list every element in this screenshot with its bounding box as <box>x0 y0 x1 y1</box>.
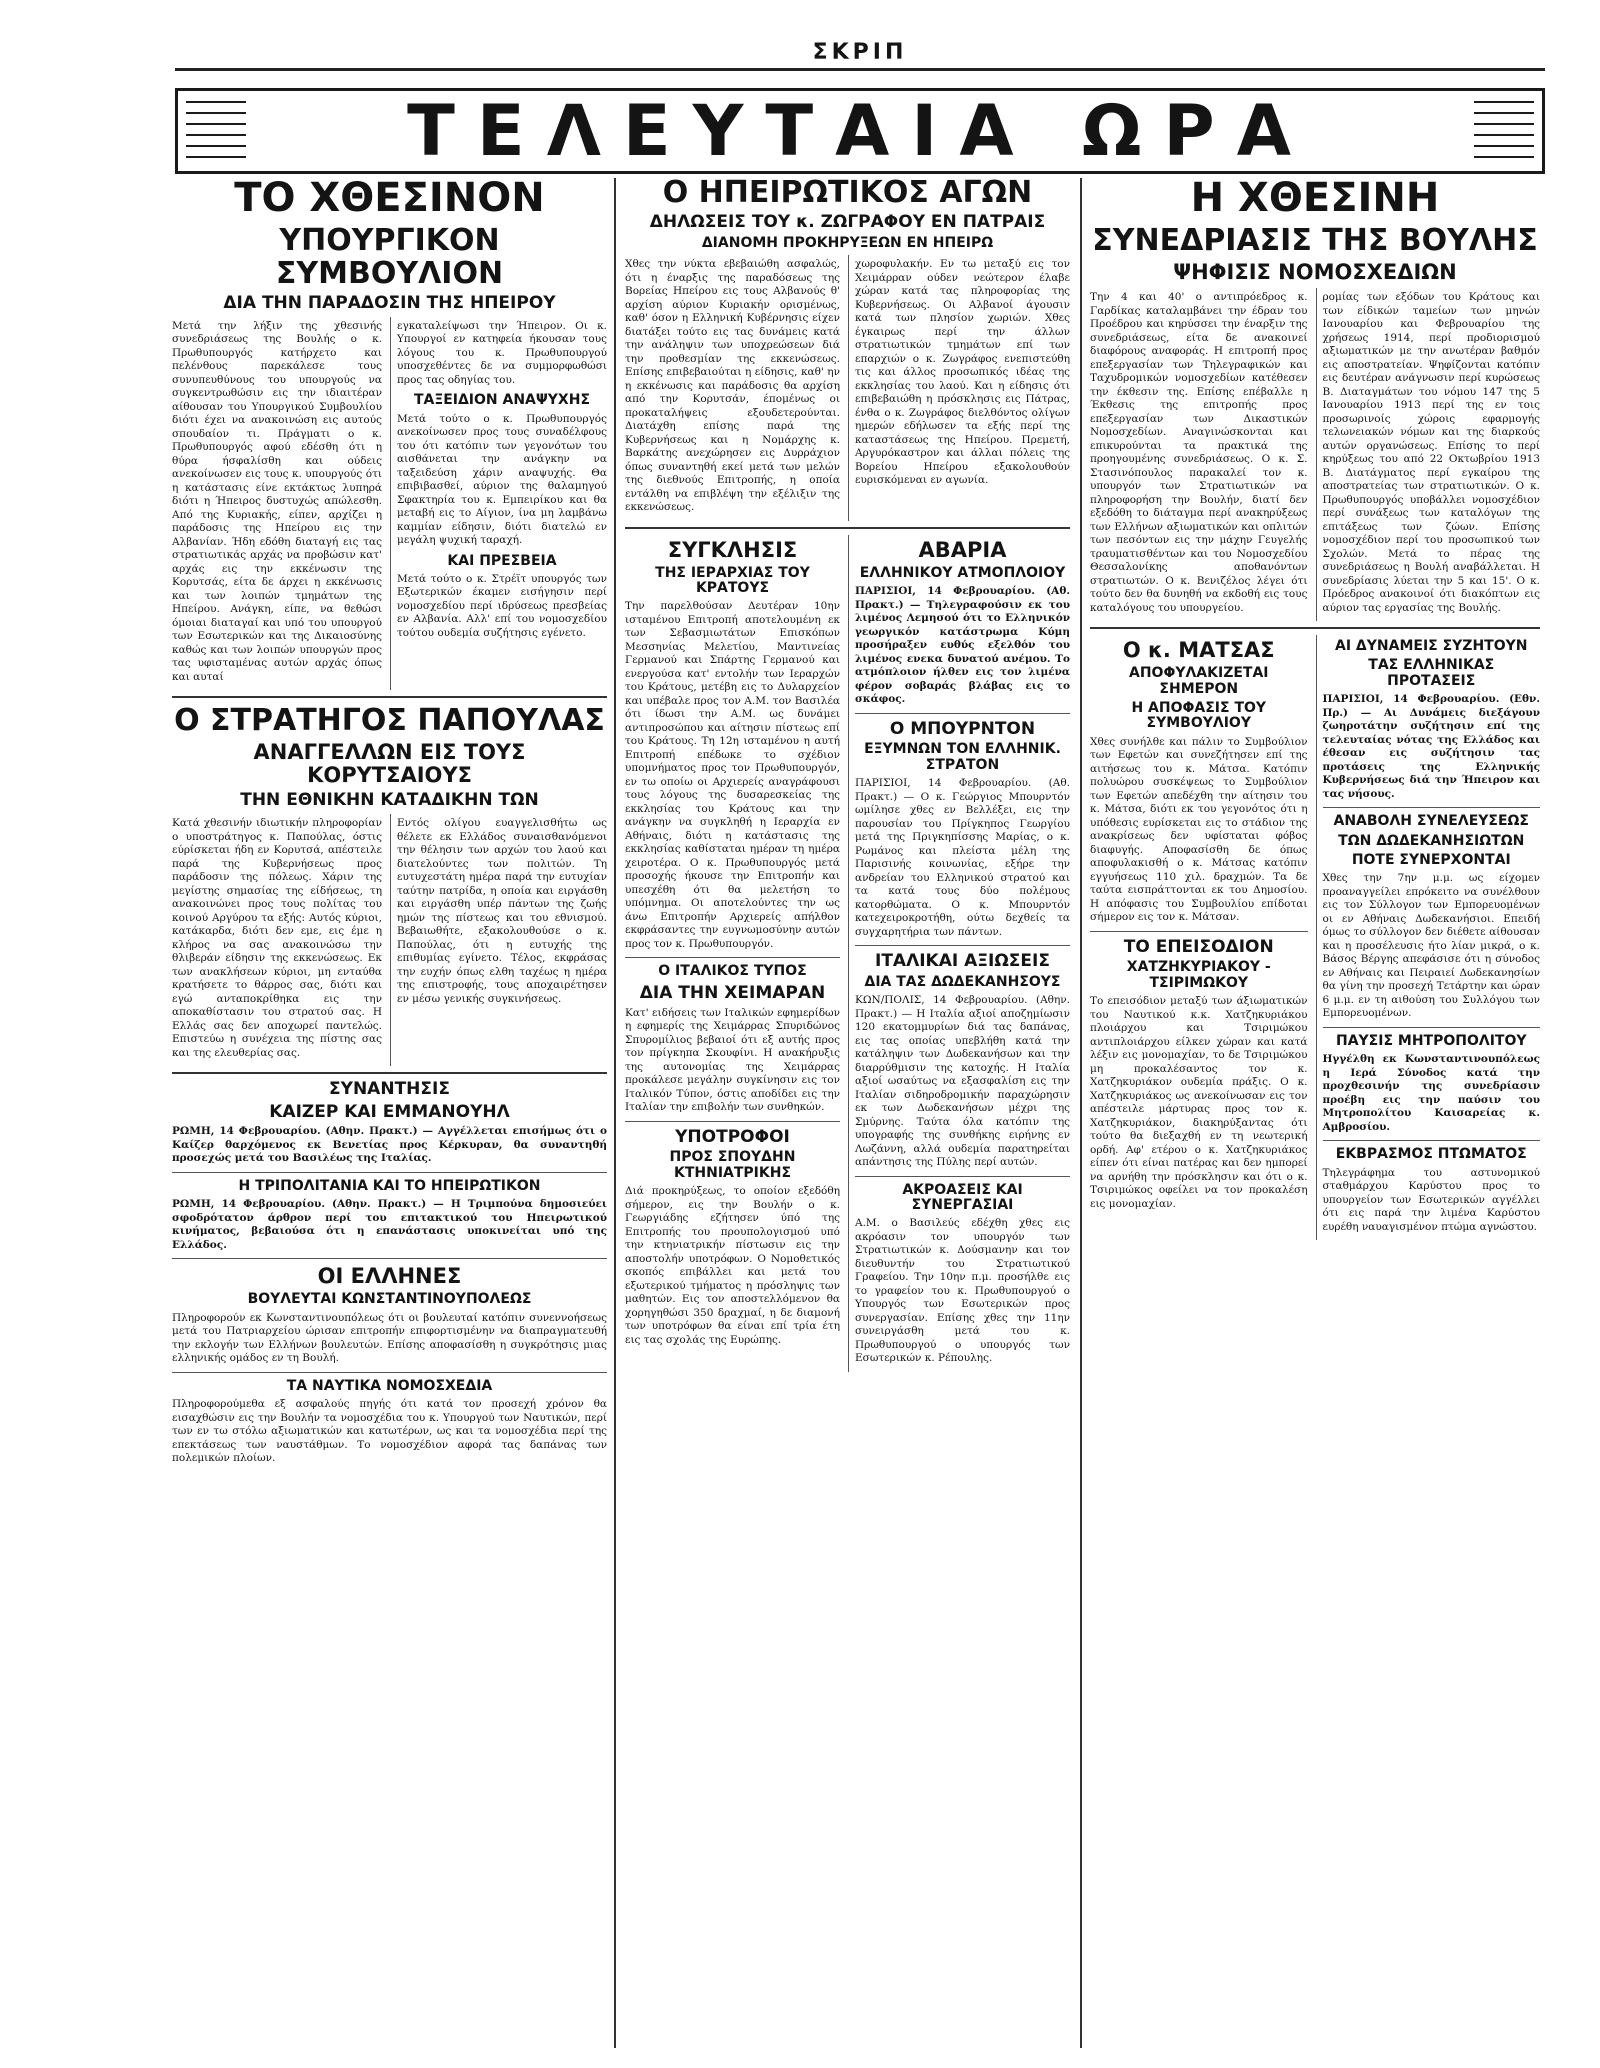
masthead <box>175 40 1545 170</box>
masthead-rule <box>175 68 1545 71</box>
article-kaiser-meeting <box>172 1080 607 1466</box>
headline: ΣΥΓΚΛΗΣΙΣ <box>667 537 798 562</box>
article-powers-discuss <box>1323 639 1541 1234</box>
headline: ΤΑ ΝΑΥΤΙΚΑ ΝΟΜΟΣΧΕΔΙΑ <box>286 1377 493 1394</box>
headline: ΤΟ ΕΠΕΙΣΟΔΙΟΝ <box>1123 936 1274 957</box>
headline: ΥΠΟΤΡΟΦΟΙ <box>675 1126 790 1147</box>
subheadline: ΠΟΤΕ ΣΥΝΕΡΧΟΝΤΑΙ <box>1351 852 1511 869</box>
headline: ΟΙ ΕΛΛΗΝΕΣ <box>317 1264 462 1289</box>
headline: ΠΑΥΣΙΣ ΜΗΤΡΟΠΟΛΙΤΟΥ <box>1335 1032 1527 1049</box>
article-body: Διά προκηρύξεως, το οποίον εξεδόθη σήμερον, εις την Βουλήν ο κ. Γεωργιάδης εζήτησεν ύπό της Επιτροπής του προυπολογισμού υπό την κτηνιατρικήν πίστωσιν εις την αποστολήν υποτρόφων. Ο Νομοθετικός σκοπός επιβάλλει και μετά του εξωτερικού τμήματος η πρόσληψις των μαθητών. Εις τον αποστελλόμενον θα χορηγηθώσι 350 δραχμαί, η δε διαμονή των υποτρόφων θα είναι επί τρία έτη εις τας σχολάς της Ευρώπης. <box>625 1185 840 1346</box>
article-body: Χθες την νύκτα εβεβαιώθη ασφαλώς, ότι η έναρξις της παραδόσεως της Βορείας Ηπείρου εις τους Αλβανούς θ' αρχίση αύριον Κυριακήν ορισμένως, καθ' όσον η Ελληνική Κυβέρνησις είχεν διατάξει τούτο εις τας δυνάμεις κατά την ανάληψιν των υποχρεώσεων διά την προθεσμίαν της εκκενώσεως. Επίσης επιβεβαιούται η είδησις, καθ' ην η εκκένωσις και παράδοσις θα αρχίση από την Κορυτσάν, έπομένως οι προκαταλήψεις εξουδετερούνται. Διατάχθη επίσης παρά της Κυβερνήσεως και η Νομάρχης κ. Βαρκάτης ανεχώρησεν εις Δυρράχιον όπως συναντηθή εκεί μετά των μελών της διεθνούς Επιτροπής, η οποία εντάλθη να επιβλέψη την εξέλιξιν της εκκενώσεως. <box>625 258 840 514</box>
subheadline: ΔΙΑ ΤΗΝ ΠΑΡΑΔΟΣΙΝ ΤΗΣ ΗΠΕΙΡΟΥ <box>223 293 556 313</box>
headline: Ο ΣΤΡΑΤΗΓΟΣ ΠΑΠΟΥΛΑΣ <box>174 703 605 739</box>
article-cabinet-council <box>172 176 607 690</box>
subheadline: ΚΑΙ ΠΡΕΣΒΕΙΑ <box>447 552 557 569</box>
headline: Ο ΜΠΟΥΡΝΤΟΝ <box>889 718 1036 739</box>
article-italian-press <box>625 964 840 1347</box>
subheadline: ΠΡΟΣ ΣΠΟΥΔΗΝ ΚΤΗΝΙΑΤΡΙΚΗΣ <box>669 1149 796 1181</box>
article-body: Την παρελθούσαν Δευτέραν 10ην ισταμένου Επιτροπή αποτελουμένη εκ των Σεβασμιωτάτων Επισκόπων Μεσσηνίας Μελετίου, Μαντινείας Γερμανού και Σπάρτης Γερμανού και ενεργούσα κατ' εντολήν των Ιεραρχών του Κράτους, μετέβη εις το Δυλαρχείον και υπέβαλε προς τον Α.Μ. τον Βασιλέα ότι ίδωσι την Α.Μ. ως δυνάμει αντιπροσώπου και αίτησιν πίστεως επί του Κράτους. Τη 12η ισταμένου η αυτή Επιτροπή επέδωκε το σχέδιον υπομνήματος προς τον Πρωθυπουργόν, εν τω οποίω οι Αρχιερείς αναγράφουσι τους λόγους της δυσαρεσκείας της εκκλησίας του Κράτους και την ανάγκην να συγκληθή η Ιεραρχία εν Αθήναις, διότι η κατάστασις της εκκλησίας καθίσταται ημέραν τη ημέρα χειροτέρα. Ο κ. Πρωθυπουργός μετά προσοχής ήκουσε την Επιτροπήν και υπεσχέθη ότι θα μελετήση το υπόμνημα. Οι αποτελούντες την ως άνω Επιτροπήν Αρχιερείς απήλθον εκφράσαντες την ευγνωμοσύνην αυτών προς τον κ. Πρωθυπουργόν. <box>625 600 840 950</box>
article-body: χωροφυλακήν. Εν τω μεταξύ εις τον Χειμάρραν ούδεν νεώτερον έλαβε χώραν κατά τας πληροφορίας της Κυβερνήσεως. Οι Αλβανοί άγουσιν κατά των πλησίον χωριών. Χθες έγκαιρως περί την άλλων στρατιωτικών τμημάτων επί των επαρχιών ο κ. Ζωγράφος ενεπιστεύθη τις και άλλος προσωπικός ιδέας της εκκλησίας του λαού. Και η είδησις ότι επιβεβαιώθη η πρόσκλησις εις Πάτρας, ένθα ο κ. Ζωγράφος διελθόντος ολίγων ημερών εδήλωσεν τα εξής περί της καταστάσεως της Ηπείρου. Πρεμετή, Αργυρόκαστρον και άλλαι πόλεις της Βορείου Ηπείρου εξακολουθούν ευρισκόμεναι εν αγωνία. <box>855 258 1070 487</box>
headline: Η ΧΘΕΣΙΝΗ <box>1190 175 1440 221</box>
article-divider <box>625 957 840 958</box>
article-divider <box>855 945 1070 946</box>
article-body: Πληροφορούν εκ Κωνσταντινουπόλεως ότι οι βουλευταί κατόπιν συνεννοήσεως μετά του Πατριαρχείου ώρισαν επιτροπήν επιφορτισμένην να διαπραγματευθή την εκλογήν των Ελλήνων βουλευτών. Επίσης αποφασίσθη η συγκρότησις μιας ελληνικής ομάδος εν τη Βουλή. <box>172 1311 607 1365</box>
column-3 <box>1090 172 1540 2052</box>
article-body: ρομίας των εξόδων του Κράτους και των είδικών ταμείων των μηνών Ιανουαρίου και Φεβρουαρίου της χρήσεως 1914, περί προδιορισμού αξιωματικών με την ανωτέραν βαθμόν εις αποστρατείαν. Ψηφίζονται κατόπιν εις δευτέραν ανάγνωσιν περί κυρώσεως Β. Διαταγμάτων του νόμου 147 της 5 Ιανουαρίου 1913 περί της εν τοις προσωρινοίς χώροις εφαρμογής τελωνειακών νόμων και της διαρκούς αυτών οργανώσεως. Επίσης το περί κηρύξεως του από 22 Οκτωβρίου 1913 Β. Διατάγματος περί εγκαίρου της αποστρατείας των στρατιωτικών. Ο κ. Πρωθυπουργός υποβάλλει νομοσχέδιον περί συνάξεως των καταλόγων της επιτάξεως των ζώων. Επίσης νομοσχέδιον περί του προσωπικού των Σχολών. Μετά το πέρας της συνεδριάσεως η Βουλή αναβάλλεται. Η συνεδρίασις λύεται την 5 και 15'. Ο κ. Πρόεδρος ανακοινοί ότι διακόπτων εις αύριον τας εργασίας της Βουλής. <box>1322 291 1540 614</box>
article-divider <box>625 1121 840 1122</box>
article-divider <box>172 696 607 698</box>
article-divider <box>172 1258 607 1259</box>
subheadline: ΤΗΣ ΙΕΡΑΡΧΙΑΣ ΤΟΥ ΚΡΑΤΟΥΣ <box>655 564 810 597</box>
article-body: Κατ' ειδήσεις των Ιταλικών εφημερίδων η εφημερίς της Χειμάρρας Σπυριδώνος Σπυρομίλιος βεβαιοί ότι εξ αυτής προς τον πρίγκηπα Σκουφίνι. Η ανακήρυξις της αυτονομίας της Χειμάρρας προκάλεσε μεγάλην συγκίνησιν εις τον Ιταλικόν Τύπον, όστις αποδίδει εις την Ιταλίαν την επιβολήν των συνθηκών. <box>625 1006 840 1114</box>
article-body: Πληροφορούμεθα εξ ασφαλούς πηγής ότι κατά τον προσεχή χρόνον θα εισαχθώσιν εις την Βουλήν τα νομοσχέδια του κ. Υπουργού των Ναυτικών, περί των εν τω στόλω αξιωματικών και κατωτέρων, ως και τα νομοσχέδια περί της επεκτάσεως των ναυστάθμων. Το νομοσχέδιον αφορά τας δαπάνας των πολεμικών πλοίων. <box>172 1398 607 1465</box>
article-body: Μετά την λήξιν της χθεσινής συνεδριάσεως της Βουλής ο κ. Πρωθυπουργός κατήρχετο και πελένθους παρεκάλεσε τους συνυπευθύνους του υπουργούς να συγκεντρωθώσιν εις την ιδιαιτέραν αίθουσαν του Υπουργικού Συμβουλίου διότι έχει να ανακοινώση εις αυτούς σπουδαίον τι. Πράγματι ο κ. Πρωθυπουργός αφού εδέσθη ότι η θύρα ήσφαλίσθη και ούδεις ανεκοίνωσεν εις τους κ. υπουργούς ότι η κατάστασις είνε εκτάκτως λυπηρά διότι η Ήπειρος δυστυχώς απώλεσθη. Από της Κυριακής, είπεν, αρχίζει η παράδοσις της Ηπείρου εις την Αλβανίαν. Ήδη εδόθη διαταγή εις τας στρατιωτικάς αρχάς να προβώσιν κατ' αρχάς εις την εκκένωσιν της Κορυτσάς, είτα δε άρχει η εκκένωσις και των λοιπών τμημάτων της Ηπείρου. Ανάγκη, είπε, να θεθώσι όμοιαι διαταγαί και υπό του υπουργού των Εσωτερικών και της Δικαιοσύνης καθώς και των λοιπών υπουργών προς τας υφισταμένας αυτών αρχάς όπως και αυταί <box>172 319 382 683</box>
headline: Η ΤΡΙΠΟΛΙΤΑΝΙΑ ΚΑΙ ΤΟ ΗΠΕΙΡΩΤΙΚΟΝ <box>238 1177 541 1194</box>
headline: Ο ΗΠΕΙΡΩΤΙΚΟΣ ΑΓΩΝ <box>662 175 1033 210</box>
article-body: Α.Μ. ο Βασιλεύς εδέχθη χθες εις ακρόασιν τον υπουργόν των Στρατιωτικών κ. Δούσμανην και τον διευθυντήν του Στρατιωτικού Γραφείου. Την 10ην π.μ. προσήλθε εις το γραφείον του κ. Πρωθυπουργού ο Υπουργός των Εσωτερικών προς συνεργασίαν. Επίσης χθες την 11ην συνειργάσθη μετά του κ. Πρωθυπουργού ο υπουργός των Εσωτερικών κ. Ρέπουλης. <box>855 1217 1070 1365</box>
article-body: Τηλεγράφημα του αστυνομικού σταθμάρχου Καρύστου προς το υπουργείον των Εσωτερικών αγγέλλει ότι εις παρά την λιμένα Καρύστου ευρέθη ναυαγισμένον πτώμα αγνώστου. <box>1322 1166 1540 1233</box>
article-divider <box>855 713 1070 714</box>
article-body: Χθες συνήλθε και πάλιν το Συμβούλιον των Εφετών και συνεζήτησεν επί της αιτήσεως του κ. Μάτσα. Κατόπιν πολυώρου συσκέψεως το Συμβούλιον των Εφετών απεδέχθη την αίτησιν του κ. Μάτσα, διότι εκ του γεγονότος ότι η υπόθεσις ευρίσκεται εις το στάδιον της ανακρίσεως δεν υφίσταται φόβος διαφυγής. Αποφασίσθη δε όπως αποφυλακισθή ο κ. Μάτσας κατόπιν εγγυήσεως 110 χιλ. δραχμών. Τα δε ταύτα εισπράττονται εκ του Δημοσίου. Η απόφασις του Συμβουλίου επίδοται σήμερον εις τον κ. Μάτσαν. <box>1090 735 1308 924</box>
subheadline: ΔΗΛΩΣΕΙΣ ΤΟΥ κ. ΖΩΓΡΑΦΟΥ ΕΝ ΠΑΤΡΑΙΣ <box>649 212 1046 232</box>
article-body: ΚΩΝ/ΠΟΛΙΣ, 14 Φεβρουαρίου. (Αθην. Πρακτ.) — Η Ιταλία αξιοί αποζημίωσιν 120 εκατομμυρίων διά τας δαπάνας, εις τας οποίας υπεβλήθη κατά την κατάληψιν των Δωδεκανήσων και την διαρρύθμισιν της κατοχής. Η Ιταλία αξιοί ωσαύτως να εξασφαλίση εις την Ιταλίαν σιδηροδρομικήν παραχώρησιν εκ των Δωδεκανήσων μέχρι της Σμύρνης. Ταύτα όλα κατόπιν της υπογραφής της συνθήκης ειρήνης εν Λωζάννη, αλλά ουδεμία παρατηρείται απάντησις της Πύλης περί αυτών. <box>855 994 1070 1169</box>
article-body: Την 4 και 40' ο αντιπρόεδρος κ. Γαρδίκας καταλαμβάνει την έδραν του Προέδρου και κηρύσσει την έναρξιν της συνεδριάσεως, είτα δε ανακοινεί διαφόρους αναφοράς. Η επιτροπή προς επεξεργασίαν των Τηλεγραφικών και Ταχυδρομικών νομοσχεδίων κατέθεσεν την έκθεσιν της. Επίσης επέβαλλε η Έκθεσις της επιτροπής προς επεξεργασίαν των Δικαστικών Νομοσχεδίων. Αναγινώσκονται και επικυρούνται τα πρακτικά της προηγουμένης συνεδριάσεως. Ο κ. Σ. Στασινόπουλος παρακαλεί τον κ. υπουργόν των Στρατιωτικών να πληροφορήση την Βουλήν, διατί δεν εξεδόθη το διάταγμα περί ανακηρύξεως των Ελλήνων αξιωματικών και οπλιτών των πεσόντων εις την μάχην Γευγελής τραυματισθέντων και του Νομοσχεδίου Θεσσαλονίκης αποθανόντων στρατιωτών. Ο κ. Βενιζέλος λέγει ότι τούτο δεν θα δυνηθή να εκδοθή εις τους καταλόγους του υπουργείου. <box>1090 291 1308 614</box>
headline: ΤΩΝ ΔΩΔΕΚΑΝΗΣΙΩΤΩΝ <box>1338 832 1525 849</box>
article-divider <box>1090 931 1308 932</box>
column-divider <box>614 178 616 2048</box>
article-divider <box>1323 1140 1541 1141</box>
article-divider <box>1323 1027 1541 1028</box>
subheadline: ΒΟΥΛΕΥΤΑΙ ΚΩΝΣΤΑΝΤΙΝΟΥΠΟΛΕΩΣ <box>247 1291 532 1308</box>
headline: ΑΚΡΟΑΣΕΙΣ ΚΑΙ ΣΥΝΕΡΓΑΣΙΑΙ <box>902 1181 1023 1213</box>
subheadline: ΕΞΥΜΝΩΝ ΤΟΝ ΕΛΛΗΝΙΚ. ΣΤΡΑΤΟΝ <box>864 741 1061 773</box>
masthead-banner <box>175 88 1545 174</box>
article-matsas-release <box>1090 639 1308 925</box>
article-divider <box>1090 627 1540 629</box>
article-body: Κατά χθεσινήν ιδιωτικήν πληροφορίαν ο υποστράτηγος κ. Παπούλας, όστις εύρίσκεται ήδη εν Κορυτσά, απέστειλε παρά της Κυβερνήσεως προς παράδοσιν της πόλεως. Χάριν της μεγίστης σημασίας της είδήσεως, τη ανακοινώνει προς τους πολίτας του κοινού Αργύρου τα εξής: Αυτός κύριοι, κατάκαρδα, διότι δεν εμε, εις έμε η κλήρος να σας ανακοινώσω την θλιβεράν είδησιν της εκκενώσεως. Εκ των ανακλήσεων κύριοι, μη ενταύθα κρατήσετε το θάρρος σας, διότι και εγώ ανταποκρίθηκα εις την αποκαθίστασιν του στρατού σας. Η Ελλάς σας δεν αποχωρεί παντελώς. Επιστεύω η συνέχεια της πίστης σας και της ελευθερίας σας. <box>172 817 382 1059</box>
article-body: ΠΑΡΙΣΙΟΙ, 14 Φεβρουαρίου. (Εθν. Πρ.) — Αι Δυνάμεις διεξάγουν ζωηροτάτην συζήτησιν επί της τελευταίας νότας της Ελλάδος και έθεσαν εις συζήτησιν τας προτάσεις της Ελληνικής Κυβερνήσεως διά την Ήπειρον και τας νήσους. <box>1322 693 1540 800</box>
article-divider <box>625 527 1070 529</box>
article-parliament-session <box>1090 176 1540 621</box>
headline: ΑΝΑΓΓΕΛΛΩΝ ΕΙΣ ΤΟΥΣ ΚΟΡΥΤΣΑΙΟΥΣ <box>253 740 526 788</box>
headline: ΕΚΒΡΑΣΜΟΣ ΠΤΩΜΑΤΟΣ <box>1335 1146 1527 1163</box>
headline: ΑΒΑΡΙΑ <box>918 537 1007 562</box>
headline: ΑΙ ΔΥΝΑΜΕΙΣ ΣΥΖΗΤΟΥΝ <box>1335 638 1528 655</box>
headline: ΚΑΙΖΕΡ ΚΑΙ ΕΜΜΑΝΟΥΗΛ <box>269 1101 510 1122</box>
article-body: Το επεισόδιον μεταξύ των άξιωματικών του Ναυτικού κ.κ. Χατζηκυριάκου πλοιάρχου και Τσιριμώκου αντιπλοιάρχου είλκεν χώραν και κατά λέξιν εις μονομαχίαν, το δε Τσιριμώκου μη προκαλέσαντος τον κ. Χατζηκυριάκον ουδεμία πράξις. Ο κ. Χατζηκυριάκος ως ανεκοίνωσαν εις τον απέστειλε μάρτυρας προς τον κ. Χατζηκυριάκον, διακηρύξαντας ότι τούτο θα διεξαχθή εν τη νεωτερική ορδή. Αφ' ετέρου ο κ. Χατζηκυριάκος είπεν ότι είναι πατέρας και δεν ημπορεί να αρνήθη την πρόσκλησιν και ότι ο κ. Τσιριμώκος οφείλει να τον προκαλέση εις μονομαχίαν. <box>1090 995 1308 1210</box>
subheadline: ΤΑΞΕΙΔΙΟΝ ΑΝΑΨΥΧΗΣ <box>413 392 591 409</box>
headline: ΣΥΝΑΝΤΗΣΙΣ <box>329 1079 450 1100</box>
subheadline: ΧΑΤΖΗΚΥΡΙΑΚΟΥ - ΤΣΙΡΙΜΩΚΟΥ <box>1126 959 1271 991</box>
headline: Ο ΙΤΑΛΙΚΟΣ ΤΥΠΟΣ <box>658 963 807 980</box>
article-body: εγκαταλείψωσι την Ήπειρον. Οι κ. Υπουργοί εν κατηφεία ήκουσαν τους λόγους του κ. Πρωθυπουργού υποσχεθέντες δε να συμμορφωθώσι προς τας οδηγίας του. <box>397 319 607 386</box>
subheadline: ΕΛΛΗΝΙΚΟΥ ΑΤΜΟΠΛΟΙΟΥ <box>859 564 1066 581</box>
column-1 <box>172 172 607 2052</box>
article-body: Ηγγέλθη εκ Κωνσταντινουπόλεως η Ιερά Σύνοδος κατά την προχθεσινήν της συνεδρίασιν προέβη εις την παύσιν του Μητροπολίτου Καισαρείας κ. Αμβροσίου. <box>1322 1053 1540 1133</box>
article-epirus-struggle <box>625 176 1070 521</box>
article-body: Εντός ολίγου ευαγγελισθήτω ως θέλετε εκ Ελλάδος συναισθανόμενοι την θέλησιν των αρχών του λαού και διατελούντες των πολιτών. Τη ευτυχεστάτη ημέρα παρά την ευτυχίαν ταύτην πατρίδα, η οποία και ειργάσθη και ειργάσθη υπέρ πάντων της ζωής ημών της πίστεως και του εθνισμού. Βεβαιωθήτε, εξακολουθούσε ο κ. Παπούλας, ότι η ευτυχής της επιθυμίας εγίνετο. Τέλος, εκφράσας την ευχήν όπως ελθη ταχέως η ημέρα της επιστροφής, τους αποχαιρέτησεν εν μέσω γενικής συγκινήσεως. <box>397 817 607 1005</box>
section-title: ΤΕΛΕΥΤΑΙΑ ΩΡΑ <box>407 90 1313 172</box>
article-divider <box>172 1372 607 1373</box>
subheadline: ΨΗΦΙΣΙΣ ΝΟΜΟΣΧΕΔΙΩΝ <box>1173 260 1457 284</box>
subheadline: ΤΗΝ ΕΘΝΙΚΗΝ ΚΑΤΑΔΙΚΗΝ ΤΩΝ <box>240 790 539 811</box>
article-body: ΠΑΡΙΣΙΟΙ, 14 Φεβρουαρίου. (Αθ. Πρακτ.) — Τηλεγραφούσιν εκ του λιμένος Λεμησού ότι το Ελληνικόν γεωργικόν κατάστρωμα Κύμη προσήραξεν ευθύς εξελθόν του λιμένος ενεκα δυνατού ανέμου. Το ατμόπλοιον ήλθεν εις τον λιμένα φέρον σοβαράς βλάβας εις το σκάφος. <box>855 585 1070 706</box>
article-body: Μετά τούτο ο κ. Πρωθυπουργός ανεκοίνωσεν προς τους συναδέλφους του ότι κατόπιν των γεγονότων του αισθάνεται την ανάγκην να ταξειδεύση χάριν αναψυχής. Θα επιβιβασθεί, αύριον της θαλαμηγού Σφακτηρία του κ. Εμπειρίκου και θα μεταβή εις το Αίγιον, ίνα μη λαμβάνω καμμίαν είδησιν, διότι διατελώ εν μεγάλη ψυχική ταραχή. <box>397 412 607 547</box>
subheadline: ΤΑΣ ΕΛΛΗΝΙΚΑΣ ΠΡΟΤΑΣΕΙΣ <box>1368 657 1495 689</box>
article-divider <box>172 1072 607 1074</box>
article-ship-damage <box>855 539 1070 1366</box>
headline: ΑΝΑΒΟΛΗ ΣΥΝΕΛΕΥΣΕΩΣ <box>1333 813 1529 830</box>
article-body: ΡΩΜΗ, 14 Φεβρουαρίου. (Αθην. Πρακτ.) — Αγγέλλεται επισήμως ότι ο Καίζερ θαρχόμενος εκ Βενετίας προς Κέρκυραν, θα συναντηθή προσεχώς μετά του Βασιλέως της Ιταλίας. <box>172 1125 607 1165</box>
newspaper-name: ΣΚΡΙΠ <box>812 40 908 65</box>
subheadline: Η ΑΠΟΦΑΣΙΣ ΤΟΥ ΣΥΜΒΟΥΛΙΟΥ <box>1131 699 1267 732</box>
subheadline: ΔΙΑΝΟΜΗ ΠΡΟΚΗΡΥΞΕΩΝ ΕΝ ΗΠΕΙΡΩ <box>701 234 994 251</box>
article-body: ΡΩΜΗ, 14 Φεβρουαρίου. (Αθην. Πρακτ.) — Η Τριμπούνα δημοσιεύει σφοδρότατον άρθρον περί του επιτακτικού του Ηπειρωτικού κινήματος, βεβαιούσα ότι η επανάστασις υποκινείται υπό της Ελλάδος. <box>172 1198 607 1251</box>
subheadline: ΔΙΑ ΤΗΝ ΧΕΙΜΑΡΑΝ <box>639 982 826 1003</box>
article-body: ΠΑΡΙΣΙΟΙ, 14 Φεβρουαρίου. (Αθ. Πρακτ.) — Ο κ. Γεώργιος Μπουρντόν ωμίλησε χθες εν Βελλέξει, εις την παρουσίαν του Πρίγκηπος Γεωργίου μετά της Πριγκηπίσσης Μαρίας, ο κ. Ρωμάνος και πλείστα μέλη της Παρισινής κοινωνίας, εξήρε την ανδρείαν του Ελληνικού στρατού και τα κατά τους δύο πολέμους κατορθώματα. Ο κ. Μπουρντόν κατεχειροκροτήθη, ούτω δεχθείς τα συγχαρητήρια των πάντων. <box>855 777 1070 938</box>
article-naval-incident <box>1090 938 1308 1211</box>
headline: ΙΤΑΛΙΚΑΙ ΑΞΙΩΣΕΙΣ <box>875 951 1050 972</box>
column-2 <box>625 172 1070 2052</box>
article-divider <box>172 1172 607 1173</box>
article-body: Μετά τούτο ο κ. Στρέϊτ υπουργός των Εξωτερικών έκαμεν εισήγησιν περί νομοσχεδίου περί ιδρύσεως πρεσβείας εν Αλβανία. Αλλ' επί του νομοσχεδίου τούτου ουδεμία συζήτησις εγένετο. <box>397 572 607 639</box>
headline: ΤΟ ΧΘΕΣΙΝΟΝ <box>234 175 545 221</box>
article-hierarchy-convocation <box>625 539 840 952</box>
headline: Ο κ. ΜΑΤΣΑΣ <box>1122 638 1275 663</box>
article-papoulas <box>172 704 607 1066</box>
column-divider <box>1080 178 1082 2048</box>
headline: ΣΥΝΕΔΡΙΑΣΙΣ ΤΗΣ ΒΟΥΛΗΣ <box>1092 223 1538 258</box>
headline: ΥΠΟΥΡΓΙΚΟΝ ΣΥΜΒΟΥΛΙΟΝ <box>275 223 504 291</box>
article-body: Χθες την 7ην μ.μ. ως είχομεν προαναγγείλει επρόκειτο να συνέλθουν εις τον Σύλλογον των Εμπορευομένων οι εν Αθήναις Δωδεκανήσιοι. Επειδή όμως το σύλλογον δεν διέθετε αίθουσαν και η προσέλευσις ήτο λίαν μικρά, ο κ. Βάσος Βέργης απεφάσισε ότι η σύνοδος εν Αθήναις και Πειραιεί Δωδεκανησίων θα γίνη την προσεχή Τετάρτην και ώραν 6 μ.μ. εν τη αιθούση του Συλλόγου των Εμπορευομένων. <box>1322 872 1540 1020</box>
subheadline: ΑΠΟΦΥΛΑΚΙΖΕΤΑΙ ΣΗΜΕΡΟΝ <box>1128 665 1269 697</box>
subheadline: ΔΙΑ ΤΑΣ ΔΩΔΕΚΑΝΗΣΟΥΣ <box>864 973 1061 990</box>
article-divider <box>1323 807 1541 808</box>
article-divider <box>855 1176 1070 1177</box>
